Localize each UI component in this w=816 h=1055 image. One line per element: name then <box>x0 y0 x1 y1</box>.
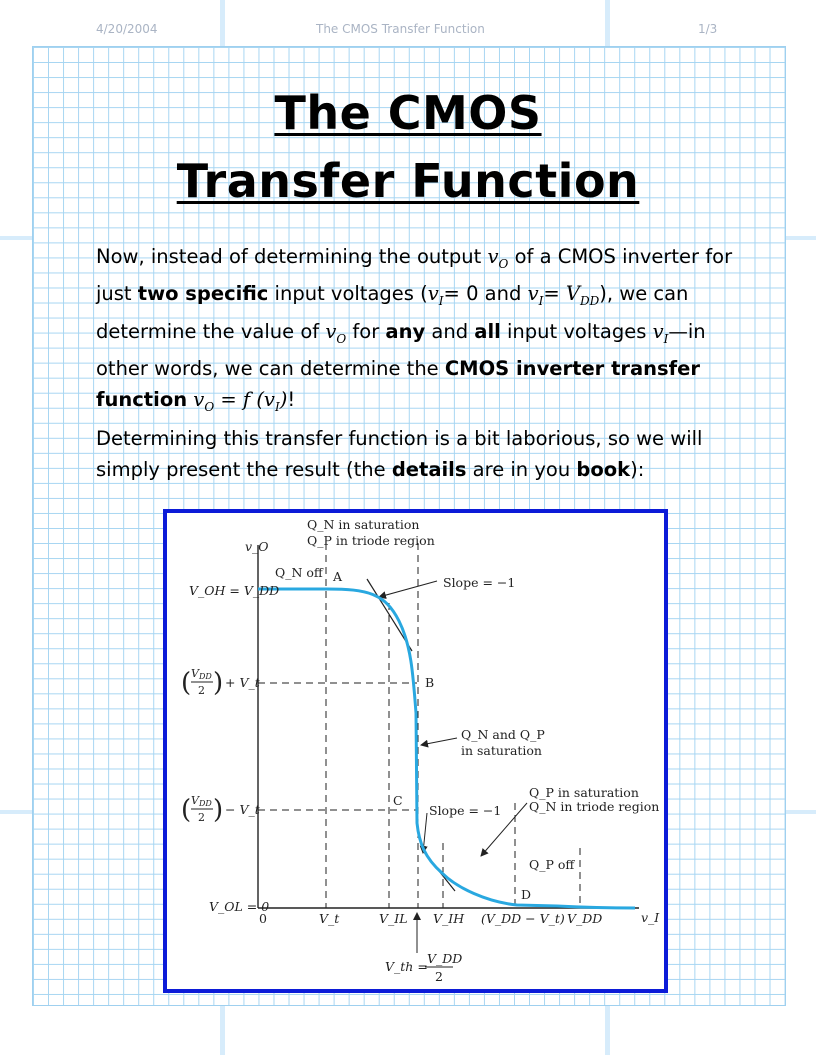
header-page: 1/3 <box>698 22 718 36</box>
x-tick-0: 0 <box>259 911 267 926</box>
saturation-arrow <box>421 738 457 745</box>
vdd2-minus-label: − V_t <box>225 802 260 817</box>
x-tick-vdd-minus-vt: (V_DD − V_t) <box>481 911 565 926</box>
both-sat-line1: Q_N and Q_P <box>461 727 545 742</box>
page-title-line1: The CMOS <box>274 86 542 140</box>
svg-text:): ) <box>213 795 224 825</box>
svg-text:VDD: VDD <box>191 794 212 808</box>
svg-text:(: ( <box>181 795 192 825</box>
x-axis-label: v_I <box>641 910 660 925</box>
vth-fraction-den: 2 <box>435 969 443 984</box>
band-decor <box>784 236 816 240</box>
paragraph-2: Determining this transfer function is a bit laborious, so we will simply present the result (the details are in you book): <box>96 427 703 481</box>
vol-label: V_OL = 0 <box>209 899 270 914</box>
voh-label: V_OH = V_DD <box>189 583 280 598</box>
svg-text:VDD: VDD <box>191 667 212 681</box>
top-label-line2: Q_P in triode region <box>307 533 435 548</box>
transfer-curve <box>258 589 635 908</box>
vth-fraction-num: V_DD <box>427 951 463 966</box>
dashed-guides <box>258 543 580 908</box>
svg-text:): ) <box>213 668 224 698</box>
band-decor <box>0 810 32 814</box>
band-decor <box>220 0 225 46</box>
qp-sat-line1: Q_P in saturation <box>529 785 639 800</box>
vdd2-plus-label: + V_t <box>225 675 260 690</box>
band-decor <box>0 236 32 240</box>
slope-label-2: Slope = −1 <box>429 803 502 818</box>
both-sat-line2: in saturation <box>461 743 542 758</box>
x-tick-vil: V_IL <box>379 911 408 926</box>
point-c: C <box>393 793 403 808</box>
vdd-half-fractions <box>181 667 223 825</box>
point-b: B <box>425 675 435 690</box>
qp-sat-line2: Q_N in triode region <box>529 799 660 814</box>
vth-label: V_th = <box>385 959 428 974</box>
x-tick-vih: V_IH <box>433 911 465 926</box>
band-decor <box>784 810 816 814</box>
slope-label-1: Slope = −1 <box>443 575 516 590</box>
y-axis-label: v_O <box>245 539 269 554</box>
x-tick-vdd: V_DD <box>567 911 603 926</box>
paragraph-1: Now, instead of determining the output $v_O$ of a CMOS inverter for just two specific input voltages ($v_I= 0$ and $v_I= V_{DD}$), we can determine the value of $v_O$ for any and all input voltages $v_I—in$ other words, we can determine the CMOS inverter transfer function $v_O = f$ $(v_I)$! <box>96 245 733 414</box>
band-decor <box>605 1004 610 1055</box>
band-decor <box>220 1004 225 1055</box>
transfer-equation: $v_O = f$ $(v_I)$ <box>193 387 288 414</box>
qp-off-label: Q_P off <box>529 857 575 872</box>
x-tick-vt: V_t <box>319 911 340 926</box>
slope-arrow-1 <box>379 581 437 597</box>
svg-text:2: 2 <box>198 811 205 824</box>
top-label-line1: Q_N in saturation <box>307 517 420 532</box>
transfer-function-figure <box>163 509 668 993</box>
header-title: The CMOS Transfer Function <box>316 22 485 36</box>
point-a: A <box>333 569 343 584</box>
band-decor <box>605 0 610 46</box>
transfer-curve-plot <box>167 513 664 989</box>
qn-off-label: Q_N off <box>275 565 323 580</box>
svg-text:(: ( <box>181 668 192 698</box>
svg-text:2: 2 <box>198 684 205 697</box>
point-d: D <box>521 887 532 902</box>
header-date: 4/20/2004 <box>96 22 158 36</box>
page-title-line2: Transfer Function <box>176 154 640 208</box>
